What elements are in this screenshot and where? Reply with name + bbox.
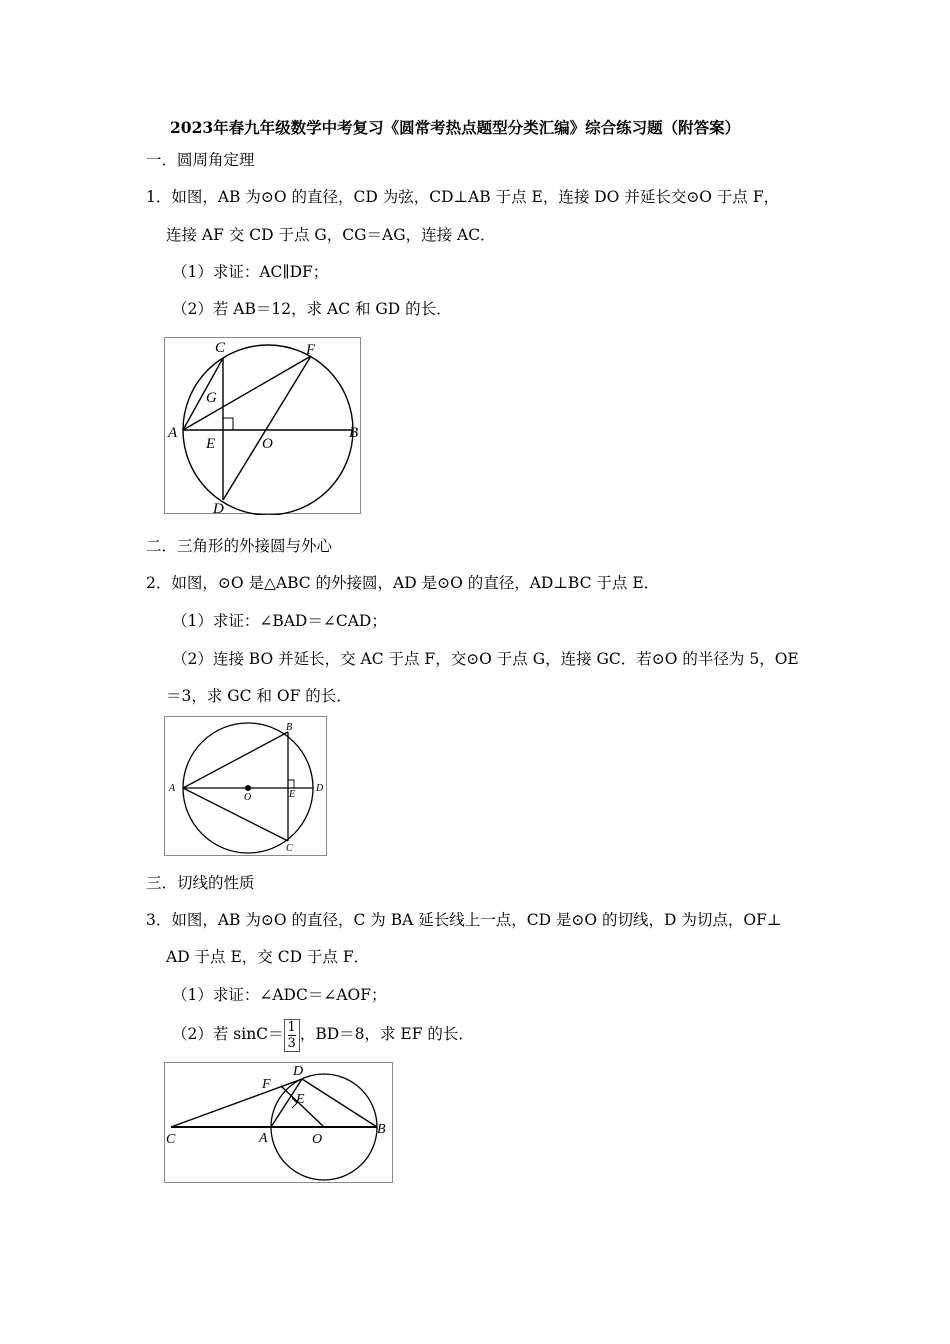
q1-label-C: C xyxy=(215,340,226,356)
section-heading-3: 三．切线的性质 xyxy=(146,874,255,892)
q2-part1: （1）求证：∠BAD＝∠CAD； xyxy=(172,612,387,630)
q3-diagram xyxy=(165,1063,394,1184)
q1-stem-line1: 1．如图，AB 为⊙O 的直径，CD 为弦，CD⊥AB 于点 E，连接 DO 并延长交⊙O 于点 F， xyxy=(146,188,780,206)
q3-label-A: A xyxy=(259,1131,268,1146)
q2-label-B: B xyxy=(286,722,293,733)
q3-label-D: D xyxy=(293,1064,304,1079)
q3-label-C: C xyxy=(166,1132,176,1147)
q1-part2: （2）若 AB＝12，求 AC 和 GD 的长． xyxy=(172,300,452,318)
q3-label-E: E xyxy=(296,1092,305,1107)
q1-label-B: B xyxy=(349,425,359,441)
q2-stem-line1: 2．如图，⊙O 是△ABC 的外接圆，AD 是⊙O 的直径，AD⊥BC 于点 E． xyxy=(146,574,660,592)
q1-line-DF xyxy=(223,356,311,500)
q1-line-AF xyxy=(183,356,311,430)
section-heading-2: 二．三角形的外接圆与外心 xyxy=(146,537,333,555)
q2-diagram xyxy=(165,717,328,857)
section-heading-1: 一．圆周角定理 xyxy=(146,151,255,169)
q1-diagram xyxy=(165,338,362,515)
q3-stem-line1: 3．如图，AB 为⊙O 的直径，C 为 BA 延长线上一点，CD 是⊙O 的切线，D 为切点，OF⊥ xyxy=(146,911,782,929)
q1-label-D: D xyxy=(213,501,224,515)
q2-center-dot xyxy=(245,785,251,791)
q1-label-G: G xyxy=(206,390,217,406)
q1-stem-line2: 连接 AF 交 CD 于点 G，CG＝AG，连接 AC． xyxy=(166,226,496,244)
q3-line-DB xyxy=(302,1079,377,1127)
fraction-denominator: 3 xyxy=(287,1035,296,1051)
q2-line-AB xyxy=(183,732,288,788)
q1-figure xyxy=(164,337,361,514)
fraction-numerator: 1 xyxy=(287,1019,296,1035)
q1-label-E: E xyxy=(206,436,216,452)
q2-part2-line2: ＝3，求 GC 和 OF 的长． xyxy=(166,687,352,705)
q3-part2 xyxy=(172,1017,474,1052)
q2-label-A: A xyxy=(169,783,176,794)
q2-part2-line1: （2）连接 BO 并延长，交 AC 于点 F，交⊙O 于点 G，连接 GC．若⊙O 的半径为 5，OE xyxy=(172,650,799,668)
q3-figure xyxy=(164,1062,393,1183)
q2-label-D: D xyxy=(316,783,324,794)
sin-fraction xyxy=(284,1019,300,1052)
q1-label-O: O xyxy=(262,436,273,452)
q3-label-O: O xyxy=(312,1132,323,1147)
q2-line-AC xyxy=(183,788,288,841)
q1-label-F: F xyxy=(306,342,316,358)
q2-label-E: E xyxy=(289,789,296,800)
q1-part1: （1）求证：AC∥DF； xyxy=(172,263,329,281)
q3-part1: （1）求证：∠ADC＝∠AOF； xyxy=(172,986,387,1004)
q3-part2-prefix: （2）若 sinC＝ xyxy=(172,1025,284,1043)
q2-right-angle xyxy=(288,780,294,788)
q3-stem-line2: AD 于点 E，交 CD 于点 F． xyxy=(166,948,370,966)
q3-part2-suffix: ，BD＝8，求 EF 的长． xyxy=(299,1025,474,1043)
q3-label-B: B xyxy=(377,1122,386,1137)
q2-label-O: O xyxy=(244,792,252,803)
q3-line-CD xyxy=(171,1079,302,1127)
q3-label-F: F xyxy=(262,1077,271,1092)
q1-label-A: A xyxy=(168,425,178,441)
page-title: 2023年春九年级数学中考复习《圆常考热点题型分类汇编》综合练习题（附答案） xyxy=(170,118,741,137)
q1-right-angle xyxy=(223,418,233,430)
q2-label-C: C xyxy=(286,843,293,854)
q2-figure xyxy=(164,716,327,856)
